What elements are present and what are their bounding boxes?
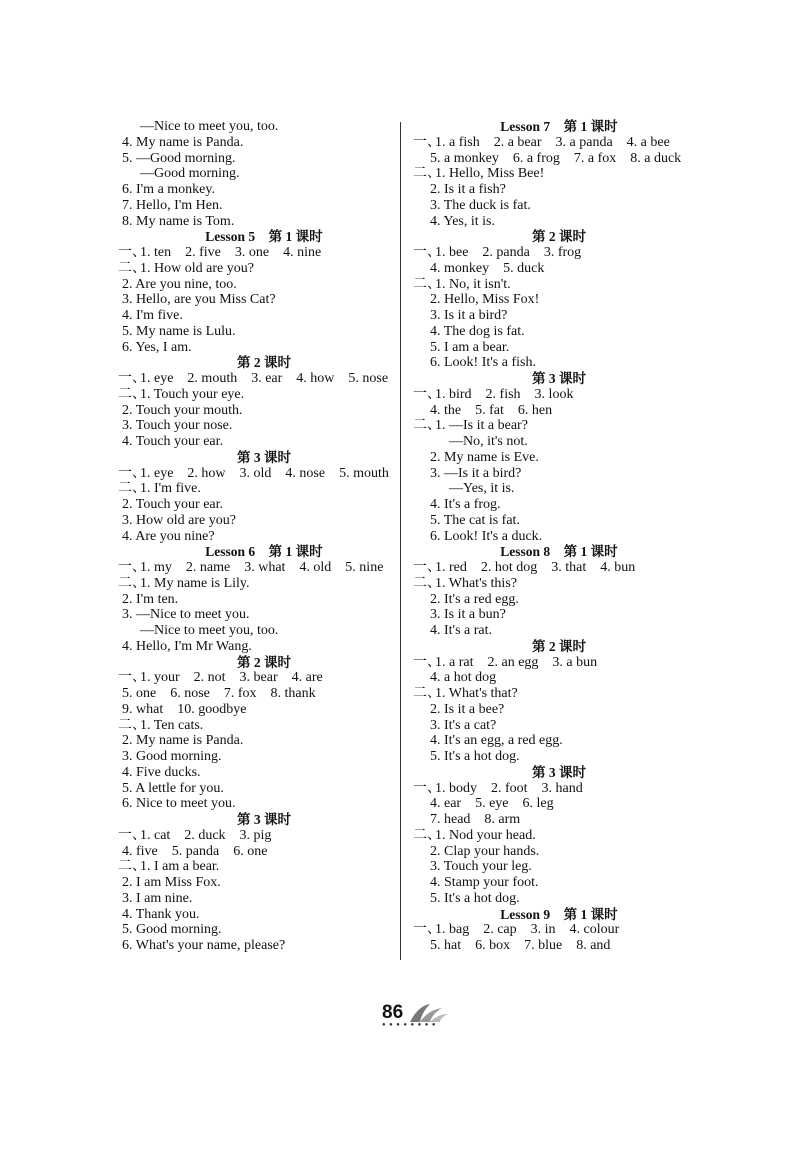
line-text: 5. a monkey 6. a frog 7. a fox 8. a duck	[430, 150, 682, 166]
line-text: 4. five 5. panda 6. one	[122, 843, 268, 859]
answer-line	[118, 245, 410, 261]
line-text: 5. I am a bear.	[430, 339, 510, 355]
line-text: 4. My name is Panda.	[122, 134, 244, 150]
answer-line	[413, 529, 705, 545]
page-number: 86	[382, 1002, 404, 1023]
line-text: 4. Five ducks.	[122, 764, 201, 780]
line-text: 1. Hello, Miss Bee!	[435, 166, 545, 182]
answer-line	[118, 796, 410, 812]
answer-line	[413, 718, 705, 734]
line-text: 1. my 2. name 3. what 4. old 5. nine	[140, 560, 384, 575]
answer-line	[413, 781, 705, 797]
answer-line	[118, 718, 410, 734]
line-text: 3. —Nice to meet you.	[122, 607, 250, 623]
line-text: 3. It's a cat?	[430, 717, 497, 733]
line-text: 第 3 课时	[532, 371, 586, 386]
line-text: —Good morning.	[140, 166, 240, 182]
line-text: 6. Nice to meet you.	[122, 796, 236, 812]
section-heading	[118, 544, 410, 560]
answer-line	[413, 891, 705, 907]
line-text: 5. It's a hot dog.	[430, 749, 520, 764]
answer-line	[413, 481, 705, 497]
line-text: 6. I'm a monkey.	[122, 182, 215, 197]
answer-line	[413, 277, 705, 293]
answer-line	[118, 670, 410, 686]
answer-line	[118, 497, 410, 513]
line-text: 9. what 10. goodbye	[122, 701, 247, 717]
answer-line	[413, 670, 705, 686]
section-number: 一、	[413, 134, 441, 150]
section-number: 二、	[118, 859, 146, 875]
answer-line	[118, 702, 410, 718]
line-text: 1. eye 2. how 3. old 4. nose 5. mouth	[140, 465, 389, 481]
answer-line	[413, 875, 705, 891]
answer-line	[118, 875, 410, 891]
line-text: 1. bag 2. cap 3. in 4. colour	[435, 922, 620, 938]
answer-line	[118, 513, 410, 529]
answer-line	[118, 481, 410, 497]
section-number: 二、	[413, 166, 441, 182]
line-text: 1. cat 2. duck 3. pig	[140, 827, 272, 843]
answer-line	[413, 859, 705, 875]
line-text: Lesson 9 第 1 课时	[500, 906, 618, 922]
line-text: 4. monkey 5. duck	[430, 260, 545, 276]
answer-line	[413, 182, 705, 198]
answer-line	[413, 655, 705, 671]
line-text: 第 3 课时	[237, 449, 291, 465]
answer-line	[413, 812, 705, 828]
line-text: 7. head 8. arm	[430, 812, 521, 827]
answer-line	[118, 198, 410, 214]
answer-line	[413, 198, 705, 214]
page-footer	[382, 1002, 472, 1032]
answer-line	[118, 387, 410, 403]
line-text: 1. ten 2. five 3. one 4. nine	[140, 245, 322, 260]
line-text: 4. the 5. fat 6. hen	[430, 402, 553, 418]
answer-line	[118, 938, 410, 954]
answer-line	[413, 466, 705, 482]
section-heading	[413, 119, 705, 135]
line-text: 第 2 课时	[237, 355, 291, 371]
section-number: 二、	[413, 276, 441, 292]
line-text: 5. —Good morning.	[122, 150, 236, 166]
section-heading	[413, 639, 705, 655]
section-heading	[118, 355, 410, 371]
section-number: 二、	[118, 717, 146, 733]
line-text: 2. Touch your mouth.	[122, 402, 243, 418]
section-number: 二、	[118, 575, 146, 591]
answer-line	[118, 623, 410, 639]
line-text: 2. Is it a fish?	[430, 182, 506, 197]
answer-line	[118, 308, 410, 324]
line-text: 1. bee 2. panda 3. frog	[435, 245, 582, 260]
section-heading	[413, 765, 705, 781]
answer-line	[413, 166, 705, 182]
section-heading	[413, 907, 705, 923]
answer-line	[118, 434, 410, 450]
answer-line	[413, 844, 705, 860]
answer-line	[118, 859, 410, 875]
answer-line	[413, 733, 705, 749]
line-text: Lesson 8 第 1 课时	[500, 544, 618, 560]
line-text: 2. My name is Eve.	[430, 449, 539, 465]
answer-line	[118, 607, 410, 623]
line-text: 4. I'm five.	[122, 308, 183, 323]
answer-line	[413, 497, 705, 513]
line-text: 第 2 课时	[237, 654, 291, 670]
line-text: 1. I'm five.	[140, 481, 201, 497]
line-text: 2. I'm ten.	[122, 591, 179, 607]
line-text: 6. What's your name, please?	[122, 938, 286, 953]
line-text: 2. Hello, Miss Fox!	[430, 292, 540, 308]
answer-line	[413, 418, 705, 434]
answer-line	[413, 749, 705, 765]
answer-line	[118, 261, 410, 277]
section-number: 一、	[118, 670, 146, 686]
line-text: 2. Are you nine, too.	[122, 276, 237, 292]
section-number: 一、	[118, 245, 146, 260]
line-text: 6. Look! It's a fish.	[430, 355, 536, 371]
answer-line	[118, 119, 410, 135]
answer-line	[413, 796, 705, 812]
line-text: 1. —Is it a bear?	[435, 418, 528, 434]
line-text: 4. It's a rat.	[430, 623, 493, 638]
line-text: 3. The duck is fat.	[430, 197, 531, 213]
answer-line	[118, 529, 410, 545]
line-text: 5. It's a hot dog.	[430, 890, 520, 906]
answer-line	[413, 308, 705, 324]
line-text: 8. My name is Tom.	[122, 213, 235, 229]
line-text: 4. Yes, it is.	[430, 213, 495, 229]
answer-line	[118, 592, 410, 608]
answer-line	[118, 844, 410, 860]
line-text: Lesson 5 第 1 课时	[205, 229, 323, 245]
answer-line	[118, 135, 410, 151]
line-text: 第 2 课时	[532, 638, 586, 654]
answer-line	[413, 292, 705, 308]
answer-line	[118, 733, 410, 749]
section-heading	[118, 450, 410, 466]
line-text: 4. Are you nine?	[122, 528, 215, 544]
section-heading	[118, 655, 410, 671]
answer-line	[118, 214, 410, 230]
section-heading	[413, 371, 705, 387]
answer-line	[413, 355, 705, 371]
line-text: 2. My name is Panda.	[122, 733, 244, 749]
line-text: 4. It's a frog.	[430, 497, 501, 512]
answer-line	[118, 371, 410, 387]
answer-line	[118, 907, 410, 923]
answer-line	[413, 702, 705, 718]
answer-line	[118, 418, 410, 434]
line-text: 1. What's this?	[435, 575, 517, 591]
answer-line	[413, 387, 705, 403]
line-text: 5. A lettle for you.	[122, 780, 224, 796]
section-number: 二、	[413, 827, 441, 843]
line-text: 3. Hello, are you Miss Cat?	[122, 292, 276, 308]
section-number: 一、	[118, 827, 146, 843]
answer-line	[413, 340, 705, 356]
answer-line	[413, 686, 705, 702]
section-number: 一、	[413, 245, 441, 260]
answer-line	[118, 560, 410, 576]
answer-line	[118, 166, 410, 182]
line-text: 4. Stamp your foot.	[430, 875, 539, 890]
answer-line	[118, 765, 410, 781]
line-text: 2. I am Miss Fox.	[122, 875, 221, 890]
answer-line	[118, 922, 410, 938]
section-number: 一、	[118, 371, 146, 386]
section-heading	[118, 229, 410, 245]
line-text: 3. Touch your nose.	[122, 418, 233, 434]
section-number: 一、	[118, 560, 146, 575]
line-text: 3. Good morning.	[122, 749, 222, 764]
answer-line	[118, 403, 410, 419]
leaf-grass-logo-icon	[408, 1002, 450, 1024]
answer-line	[118, 151, 410, 167]
line-text: —Nice to meet you, too.	[140, 119, 279, 134]
line-text: 4. The dog is fat.	[430, 323, 525, 339]
answer-line	[413, 261, 705, 277]
column-divider	[400, 122, 401, 960]
line-text: 4. Hello, I'm Mr Wang.	[122, 638, 252, 654]
answer-line	[413, 324, 705, 340]
section-number: 二、	[118, 481, 146, 497]
section-number: 二、	[118, 260, 146, 276]
line-text: —Yes, it is.	[449, 481, 515, 497]
answer-line	[413, 938, 705, 954]
line-text: 5. hat 6. box 7. blue 8. and	[430, 938, 611, 953]
answer-line	[118, 576, 410, 592]
line-text: 6. Look! It's a duck.	[430, 528, 543, 544]
answer-line	[413, 828, 705, 844]
line-text: 3. —Is it a bird?	[430, 465, 522, 481]
answer-line	[413, 607, 705, 623]
section-heading	[413, 229, 705, 245]
line-text: 4. ear 5. eye 6. leg	[430, 796, 554, 812]
line-text: 1. red 2. hot dog 3. that 4. bun	[435, 560, 636, 575]
section-number: 一、	[413, 654, 441, 670]
section-heading	[118, 812, 410, 828]
line-text: 2. Is it a bee?	[430, 701, 505, 717]
section-number: 二、	[413, 686, 441, 701]
line-text: 1. eye 2. mouth 3. ear 4. how 5. nose	[140, 371, 389, 386]
section-number: 二、	[413, 575, 441, 591]
answer-line	[413, 513, 705, 529]
answer-line	[118, 182, 410, 198]
answer-line	[118, 749, 410, 765]
answer-line	[413, 403, 705, 419]
answer-line	[413, 450, 705, 466]
section-number: 二、	[118, 386, 146, 402]
answer-line	[118, 340, 410, 356]
section-heading	[413, 544, 705, 560]
line-text: 3. Touch your leg.	[430, 859, 532, 875]
line-text: 1. Touch your eye.	[140, 386, 245, 402]
line-text: 2. Touch your ear.	[122, 497, 224, 512]
answer-line	[413, 434, 705, 450]
answer-line	[118, 639, 410, 655]
section-number: 一、	[413, 386, 441, 402]
line-text: 1. bird 2. fish 3. look	[435, 386, 574, 402]
section-number: 二、	[413, 418, 441, 434]
line-text: 3. I am nine.	[122, 890, 193, 906]
line-text: 3. Is it a bun?	[430, 607, 506, 623]
line-text: 3. How old are you?	[122, 512, 236, 528]
section-number: 一、	[118, 465, 146, 481]
section-number: 一、	[413, 780, 441, 796]
answer-line	[413, 245, 705, 261]
answer-line	[413, 592, 705, 608]
answer-line	[413, 560, 705, 576]
answer-line	[118, 277, 410, 293]
left-column	[118, 119, 410, 954]
line-text: Lesson 7 第 1 课时	[500, 119, 618, 134]
line-text: 1. My name is Lily.	[140, 575, 250, 591]
line-text: 第 3 课时	[237, 812, 291, 827]
line-text: 4. Touch your ear.	[122, 434, 224, 449]
answer-line	[413, 922, 705, 938]
answer-line	[413, 214, 705, 230]
line-text: 7. Hello, I'm Hen.	[122, 197, 223, 213]
dots-decoration: ● ● ● ● ● ● ● ●	[382, 1022, 437, 1028]
line-text: 4. Thank you.	[122, 906, 200, 922]
line-text: 2. It's a red egg.	[430, 591, 519, 607]
line-text: 1. What's that?	[435, 686, 518, 701]
answer-line	[413, 135, 705, 151]
line-text: 第 2 课时	[532, 229, 586, 245]
line-text: 1. your 2. not 3. bear 4. are	[140, 670, 323, 686]
line-text: 3. Is it a bird?	[430, 308, 508, 323]
line-text: 1. I am a bear.	[140, 859, 220, 875]
line-text: —No, it's not.	[449, 434, 528, 449]
right-column	[413, 119, 705, 954]
line-text: 6. Yes, I am.	[122, 339, 192, 355]
section-number: 一、	[413, 560, 441, 575]
line-text: 5. one 6. nose 7. fox 8. thank	[122, 686, 316, 701]
line-text: 4. It's an egg, a red egg.	[430, 733, 563, 749]
answer-line	[118, 828, 410, 844]
line-text: 2. Clap your hands.	[430, 843, 540, 859]
line-text: 1. body 2. foot 3. hand	[435, 780, 583, 796]
answer-line	[118, 292, 410, 308]
answer-line	[413, 151, 705, 167]
line-text: 4. a hot dog	[430, 670, 497, 686]
line-text: 1. a fish 2. a bear 3. a panda 4. a bee	[435, 134, 670, 150]
line-text: 1. a rat 2. an egg 3. a bun	[435, 654, 598, 670]
line-text: 1. How old are you?	[140, 260, 254, 276]
answer-line	[118, 324, 410, 340]
answer-line	[118, 686, 410, 702]
section-number: 一、	[413, 922, 441, 938]
line-text: 5. Good morning.	[122, 922, 222, 938]
answer-line	[118, 781, 410, 797]
line-text: 1. Ten cats.	[140, 717, 204, 733]
answer-line	[118, 891, 410, 907]
line-text: 1. Nod your head.	[435, 827, 536, 843]
line-text: —Nice to meet you, too.	[140, 623, 279, 638]
line-text: 1. No, it isn't.	[435, 276, 511, 292]
line-text: Lesson 6 第 1 课时	[205, 544, 323, 560]
answer-line	[413, 623, 705, 639]
line-text: 第 3 课时	[532, 764, 586, 780]
line-text: 5. My name is Lulu.	[122, 323, 236, 339]
answer-line	[118, 466, 410, 482]
answer-line	[413, 576, 705, 592]
line-text: 5. The cat is fat.	[430, 512, 520, 528]
